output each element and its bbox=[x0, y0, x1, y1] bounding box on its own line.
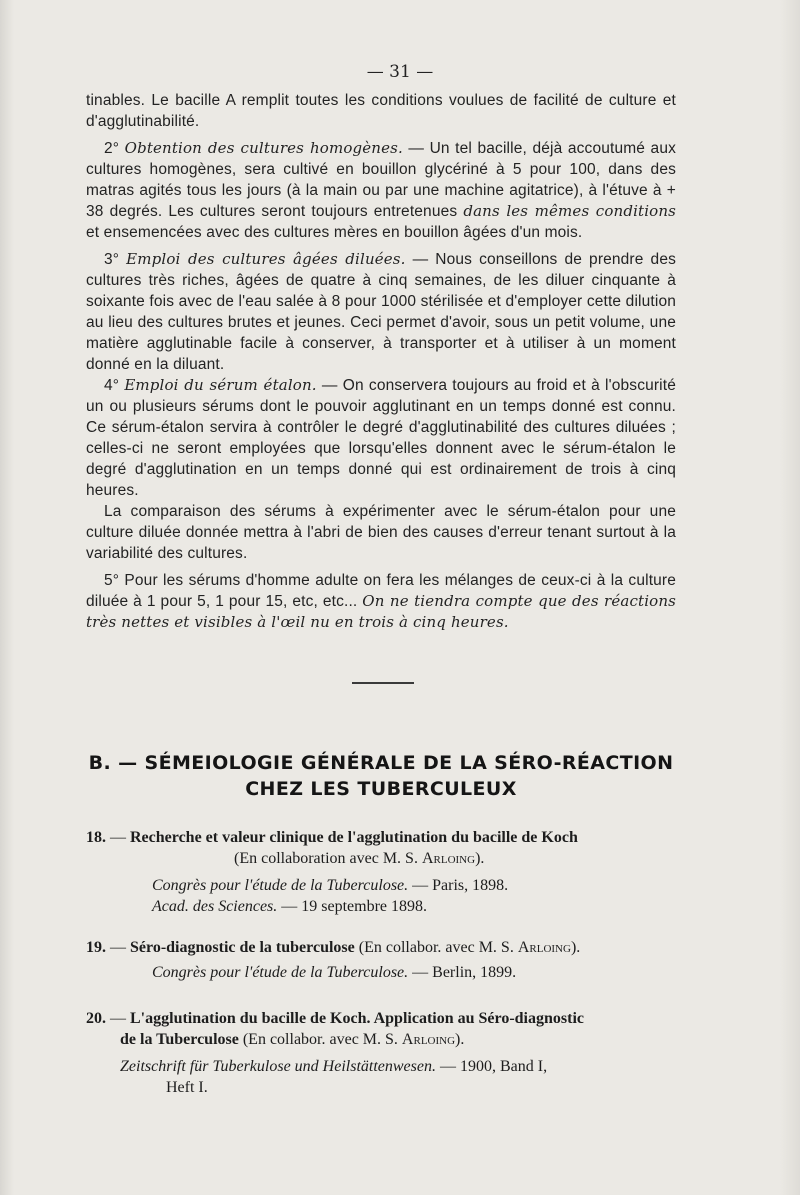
reference-19-title-line bbox=[86, 937, 676, 958]
paragraph-diluted-cultures bbox=[86, 249, 676, 375]
section-divider bbox=[352, 682, 414, 684]
paragraph-homogeneous-cultures bbox=[86, 138, 676, 243]
paragraph-1-text-a: — Un tel bacille, déjà accoutumé aux cultures homogènes, sera cultivé en bouillon glycériné à 5 pour 100, dans des matras agités tous les jours (à la main ou par une machine agitatrice), à l'étuve à + 38 degrés. Les cultures seront toujours entretenues bbox=[86, 140, 676, 220]
reference-18-source-2-date: — 19 septembre 1898. bbox=[277, 898, 428, 915]
reference-18-number: 18. bbox=[86, 829, 106, 846]
reference-18-dash: — bbox=[106, 829, 130, 846]
paragraph-5-text: 5° Pour les sérums d'homme adulte on fera les mélanges de ceux-ci à la culture diluée à 1 pour 5, 1 pour 15, etc, etc... bbox=[86, 572, 676, 610]
reference-19-collab-text: (En collabor. avec M. S. bbox=[354, 939, 518, 956]
paragraph-1-text-b: et ensemencées avec des cultures mères en bouillon âgées d'un mois. bbox=[86, 224, 583, 241]
body-text bbox=[86, 90, 676, 633]
reference-19-source-1-title: Congrès pour l'étude de la Tuberculose. bbox=[152, 964, 409, 981]
reference-20-source-1 bbox=[86, 1056, 676, 1077]
reference-20-source-1-title: Zeitschrift für Tuberkulose und Heilstättenwesen. bbox=[120, 1058, 436, 1075]
reference-19-dash: — bbox=[106, 939, 130, 956]
reference-18-source-1 bbox=[86, 875, 676, 896]
reference-18-collaboration bbox=[86, 848, 676, 869]
reference-19-source-1 bbox=[86, 962, 676, 983]
paragraph-0-text: tinables. Le bacille A remplit toutes les conditions voulues de facilité de culture et d'agglutinabilité. bbox=[86, 92, 676, 130]
reference-20-collab-name: Arloing bbox=[401, 1031, 456, 1048]
reference-18-collab-name: Arloing bbox=[421, 850, 476, 867]
reference-18-source-2 bbox=[86, 896, 676, 917]
reference-18-source-2-title: Acad. des Sciences. bbox=[152, 898, 278, 915]
paragraph-3-text: — On conservera toujours au froid et à l'obscurité un ou plusieurs sérums dont le pouvoir agglutinant en un temps donné est connu. Ce sérum-étalon servira à contrôler le degré d'agglutinabilité des cultures diluées ; celles-ci ne seront employées que lorsqu'elles donnent avec le sérum-étalon le degré d'agglutination en un temps donné qui est ordinairement de trois à cinq heures. bbox=[86, 377, 677, 499]
reference-20-title-line-2 bbox=[86, 1029, 676, 1050]
reference-18 bbox=[86, 827, 676, 917]
paragraph-3-number: 4° bbox=[104, 377, 125, 394]
paragraph-continuation bbox=[86, 90, 676, 132]
paragraph-adult-serums bbox=[86, 570, 676, 633]
reference-18-title: Recherche et valeur clinique de l'agglutination du bacille de Koch bbox=[130, 829, 578, 846]
reference-20-collab-text: (En collabor. avec M. S. bbox=[238, 1031, 402, 1048]
reference-18-source-1-date: — Paris, 1898. bbox=[408, 877, 509, 894]
paragraph-2-heading: Emploi des cultures âgées diluées. bbox=[126, 250, 406, 268]
paragraph-1-emphasis: dans les mêmes conditions bbox=[463, 202, 676, 220]
reference-20 bbox=[86, 1008, 676, 1098]
reference-20-title-b: de la Tuberculose bbox=[120, 1031, 239, 1048]
page-number: — 31 — bbox=[366, 62, 434, 82]
reference-19-collab-end: ). bbox=[570, 939, 581, 956]
reference-18-title-line bbox=[86, 827, 676, 848]
reference-19-source-1-date: — Berlin, 1899. bbox=[408, 964, 517, 981]
reference-19-collab-name: Arloing bbox=[517, 939, 571, 956]
reference-20-title-a: L'agglutination du bacille de Koch. Application au Séro-diagnostic bbox=[130, 1010, 584, 1027]
paragraph-standard-serum bbox=[86, 375, 676, 501]
reference-19-title: Séro-diagnostic de la tuberculose bbox=[130, 939, 355, 956]
paragraph-2-text: — Nous conseillons de prendre des cultures très riches, âgées de quatre à cinq semaines, de les diluer cinquante à soixante fois avec de l'eau salée à 8 pour 1000 stérilisée et d'employer cette dilution au lieu des cultures brutes et jeunes. Ceci permet d'avoir, sous un petit volume, une matière agglutinable facile à conserver, à transporter et à utiliser à un moment donné en la diluant. bbox=[86, 251, 676, 373]
reference-20-collab-end: ). bbox=[455, 1031, 465, 1048]
paragraph-5-emphasis: On ne tiendra compte que des réactions très nettes et visibles à l'œil nu en trois à cinq heures. bbox=[86, 592, 676, 631]
section-heading bbox=[86, 750, 676, 802]
section-heading-line-1: B. — SÉMEIOLOGIE GÉNÉRALE DE LA SÉRO-RÉACTION bbox=[88, 752, 674, 774]
reference-20-source-1-date: — 1900, Band I, bbox=[435, 1058, 548, 1075]
paragraph-4-text: La comparaison des sérums à expérimenter avec le sérum-étalon pour une culture diluée donnée mettra à l'abri de bien des causes d'erreur tenant surtout à la variabilité des cultures. bbox=[86, 503, 676, 562]
paragraph-comparison bbox=[86, 501, 676, 564]
reference-19-number: 19. bbox=[86, 939, 106, 956]
paragraph-1-number: 2° bbox=[104, 140, 125, 157]
reference-18-collab-end: ). bbox=[475, 850, 485, 867]
paragraph-1-heading: Obtention des cultures homogènes. bbox=[124, 139, 403, 157]
paragraph-3-heading: Emploi du sérum étalon. bbox=[124, 376, 317, 394]
reference-20-dash: — bbox=[106, 1010, 130, 1027]
reference-19 bbox=[86, 937, 676, 983]
section-heading-line-2: CHEZ LES TUBERCULEUX bbox=[245, 778, 517, 800]
reference-18-collab-text: (En collaboration avec M. S. bbox=[234, 850, 422, 867]
reference-20-title-line bbox=[86, 1008, 676, 1029]
reference-20-source-2 bbox=[86, 1077, 676, 1098]
reference-20-number: 20. bbox=[86, 1010, 106, 1027]
reference-18-source-1-title: Congrès pour l'étude de la Tuberculose. bbox=[152, 877, 409, 894]
paragraph-2-number: 3° bbox=[104, 251, 127, 268]
reference-20-source-2-text: Heft I. bbox=[166, 1079, 208, 1096]
